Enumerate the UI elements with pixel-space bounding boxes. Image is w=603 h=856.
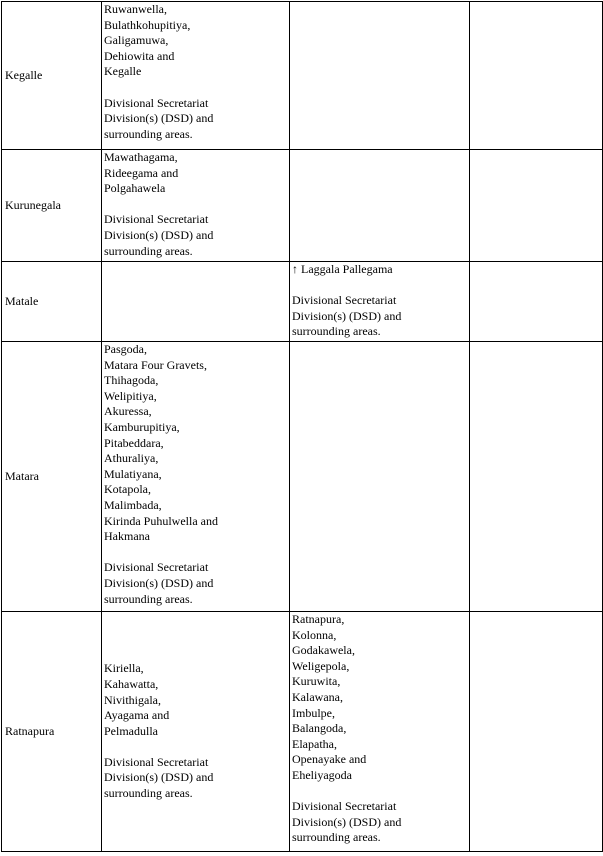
dsd-note: surrounding areas. — [292, 830, 381, 845]
dsd-note: Division(s) (DSD) and — [104, 227, 214, 242]
areas-cell — [290, 262, 470, 342]
dsd-note: surrounding areas. — [104, 591, 193, 606]
area-name: Matara Four Gravets, — [104, 357, 207, 372]
area-name: Kalawana, — [292, 689, 343, 704]
areas-cell-empty — [102, 262, 290, 342]
district-name: Kegalle — [2, 2, 102, 150]
blank-cell — [470, 612, 603, 852]
dsd-note: surrounding areas. — [104, 786, 193, 801]
areas-cell-empty — [290, 342, 470, 612]
area-name: ↑ Laggala Pallegama — [292, 262, 393, 276]
area-name: Elapatha, — [292, 736, 337, 751]
area-name: Polgahawela — [104, 181, 166, 196]
area-name: Mulatiyana, — [104, 466, 162, 481]
table-row — [2, 150, 603, 262]
area-name: Kegalle — [104, 64, 142, 79]
area-name: Kamburupitiya, — [104, 419, 180, 434]
areas-cell-empty — [290, 150, 470, 262]
dsd-note: Divisional Secretariat — [292, 799, 397, 814]
area-name: Ayagama and — [104, 708, 170, 723]
area-name: Kuruwita, — [292, 674, 341, 689]
area-name: Kolonna, — [292, 627, 337, 642]
area-name: Weligepola, — [292, 658, 350, 673]
dsd-note: Division(s) (DSD) and — [104, 111, 214, 126]
dsd-note: Division(s) (DSD) and — [292, 308, 402, 323]
dsd-note: Divisional Secretariat — [104, 560, 209, 575]
dsd-note: surrounding areas. — [292, 324, 381, 339]
dsd-note: Divisional Secretariat — [104, 212, 209, 227]
table-row — [2, 342, 603, 612]
blank-cell — [470, 150, 603, 262]
area-name: Kirinda Puhulwella and — [104, 513, 218, 528]
dsd-note: Divisional Secretariat — [104, 754, 209, 769]
district-table — [1, 1, 603, 852]
area-name: Welipitiya, — [104, 388, 157, 403]
table-row — [2, 2, 603, 150]
area-name: Akuressa, — [104, 404, 152, 419]
area-name: Kotapola, — [104, 482, 151, 497]
area-name: Bulathkohupitiya, — [104, 17, 191, 32]
area-name: Mawathagama, — [104, 150, 178, 164]
areas-cell — [102, 150, 290, 262]
area-name: Thihagoda, — [104, 373, 159, 388]
blank-cell — [470, 342, 603, 612]
areas-cell — [290, 612, 470, 852]
district-name: Matale — [2, 262, 102, 342]
dsd-note: Division(s) (DSD) and — [292, 814, 402, 829]
district-name: Matara — [2, 342, 102, 612]
area-name: Godakawela, — [292, 643, 355, 658]
blank-cell — [470, 2, 603, 150]
area-name: Dehiowita and — [104, 48, 175, 63]
dsd-note: Divisional Secretariat — [292, 293, 397, 308]
area-name: Athuraliya, — [104, 451, 159, 466]
area-name: Balangoda, — [292, 721, 347, 736]
areas-cell-empty — [290, 2, 470, 150]
area-name: Eheliyagoda — [292, 767, 352, 782]
dsd-note: surrounding areas. — [104, 243, 193, 258]
area-name: Hakmana — [104, 529, 150, 544]
dsd-note: Division(s) (DSD) and — [104, 770, 214, 785]
area-name: Openayake and — [292, 752, 367, 767]
area-name: Imbulpe, — [292, 705, 335, 720]
area-name: Ruwanwella, — [104, 2, 167, 16]
areas-cell — [102, 2, 290, 150]
area-name: Kahawatta, — [104, 676, 159, 691]
district-name: Kurunegala — [2, 150, 102, 262]
areas-cell — [102, 342, 290, 612]
district-name: Ratnapura — [2, 612, 102, 852]
dsd-note: Divisional Secretariat — [104, 95, 209, 110]
area-name: Pasgoda, — [104, 342, 147, 356]
table-row — [2, 262, 603, 342]
area-name: Malimbada, — [104, 497, 162, 512]
area-name: Kiriella, — [104, 661, 144, 676]
area-name: Galigamuwa, — [104, 33, 169, 48]
dsd-note: Division(s) (DSD) and — [104, 575, 214, 590]
dsd-note: surrounding areas. — [104, 126, 193, 141]
area-name: Pelmadulla — [104, 723, 158, 738]
area-name: Nivithigala, — [104, 692, 161, 707]
area-name: Rideegama and — [104, 165, 179, 180]
areas-cell — [102, 612, 290, 852]
table-row — [2, 612, 603, 852]
blank-cell — [470, 262, 603, 342]
area-name: Pitabeddara, — [104, 435, 164, 450]
area-name: Ratnapura, — [292, 612, 345, 626]
